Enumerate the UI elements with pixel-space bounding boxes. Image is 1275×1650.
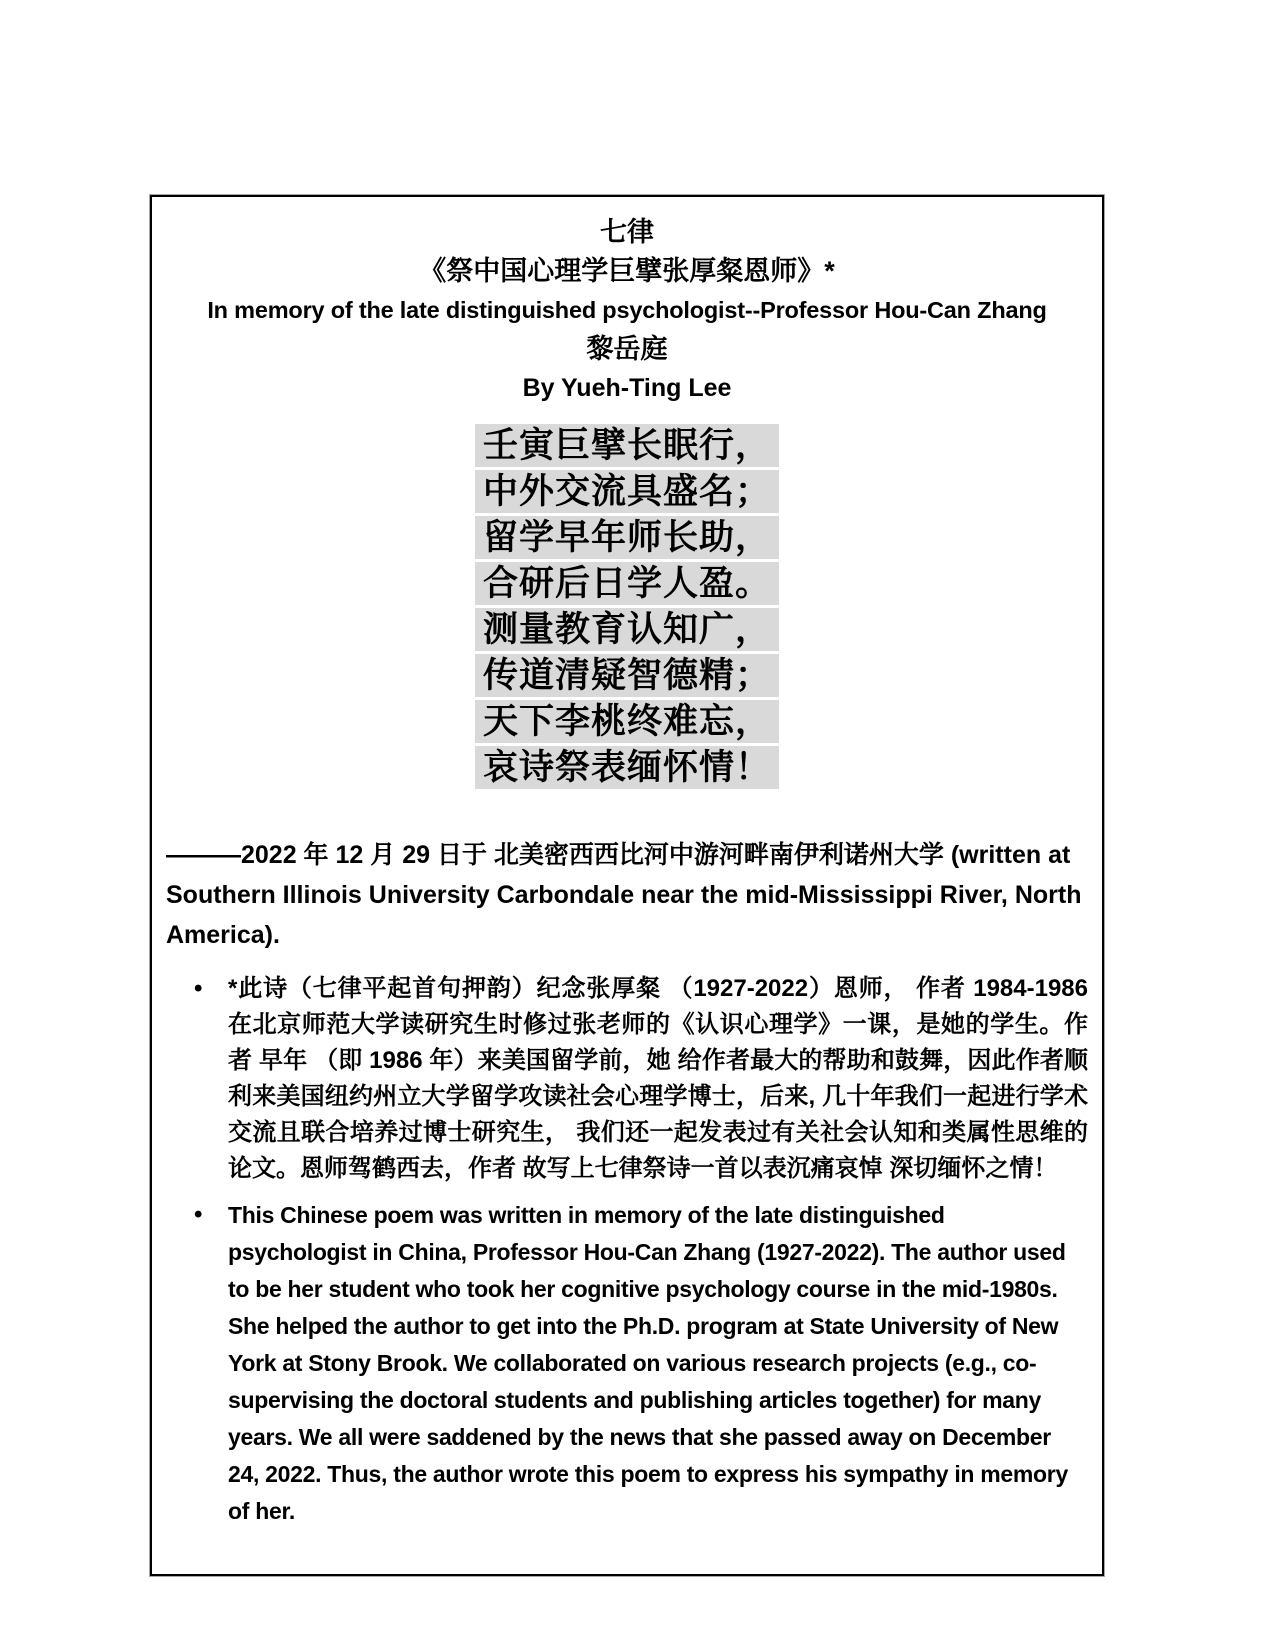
poem-line: 留学早年师长助， xyxy=(475,516,779,559)
note-item-english xyxy=(166,1197,1088,1530)
notes-list xyxy=(166,971,1088,1530)
poem-line: 哀诗祭表缅怀情！ xyxy=(475,746,779,789)
poem-line: 合研后日学人盈。 xyxy=(475,562,779,605)
chinese-title: 《祭中国心理学巨擘张厚粲恩师》* xyxy=(419,256,835,286)
poem-line: 传道清疑智德精； xyxy=(475,654,779,697)
bullet-icon: • xyxy=(194,1201,203,1228)
note-item-chinese xyxy=(166,971,1088,1187)
poem-line: 壬寅巨擘长眠行， xyxy=(475,424,779,467)
note-text-english: This Chinese poem was written in memory of the late distinguished psychologist in China, Professor Hou-Can Zhang (1927-2022). The author used to be her student who took her cognitive psychology course in the mid-1980s. She helped the author to get into the Ph.D. program at State University of New York at Stony Brook. We collaborated on various research projects (e.g., co-supervising the doctoral students and publishing articles together) for many years. We all were saddened by the news that she passed away on December 24, 2022. Thus, the author wrote this poem to express his sympathy in memory of her. xyxy=(228,1202,1068,1524)
bullet-icon: • xyxy=(194,975,203,1002)
poem-line: 中外交流具盛名； xyxy=(475,470,779,513)
english-title: In memory of the late distinguished psychologist--Professor Hou-Can Zhang xyxy=(207,297,1047,323)
memorial-document-frame xyxy=(150,195,1104,1576)
dateline: ———2022 年 12 月 29 日于 北美密西西比河中游河畔南伊利诺州大学 (written at Southern Illinois University Carbondale near the mid-Mississippi River, North America). xyxy=(166,841,1082,949)
note-text-chinese: *此诗（七律平起首句押韵）纪念张厚粲 （1927-2022）恩师， 作者 1984-1986 在北京师范大学读研究生时修过张老师的《认识心理学》一课，是她的学生。作者 早年 （即 1986 年）来美国留学前，她 给作者最大的帮助和鼓舞，因此作者顺利来美国纽约州立大学留学攻读社会心理学博士，后来, 几十年我们一起进行学术交流且联合培养过博士研究生， 我们还一起发表过有关社会认知和类属性思维的论文。恩师驾鹤西去，作者 故写上七律祭诗一首以表沉痛哀悼 深切缅怀之情！ xyxy=(228,975,1088,1182)
poem-block xyxy=(475,424,779,789)
author-byline-english: By Yueh-Ting Lee xyxy=(522,374,732,402)
poem-line: 天下李桃终难忘， xyxy=(475,700,779,743)
poem-line: 测量教育认知广， xyxy=(475,608,779,651)
author-name-chinese: 黎岳庭 xyxy=(586,334,668,364)
poem-form-title: 七律 xyxy=(600,217,654,247)
title-block xyxy=(166,213,1088,408)
